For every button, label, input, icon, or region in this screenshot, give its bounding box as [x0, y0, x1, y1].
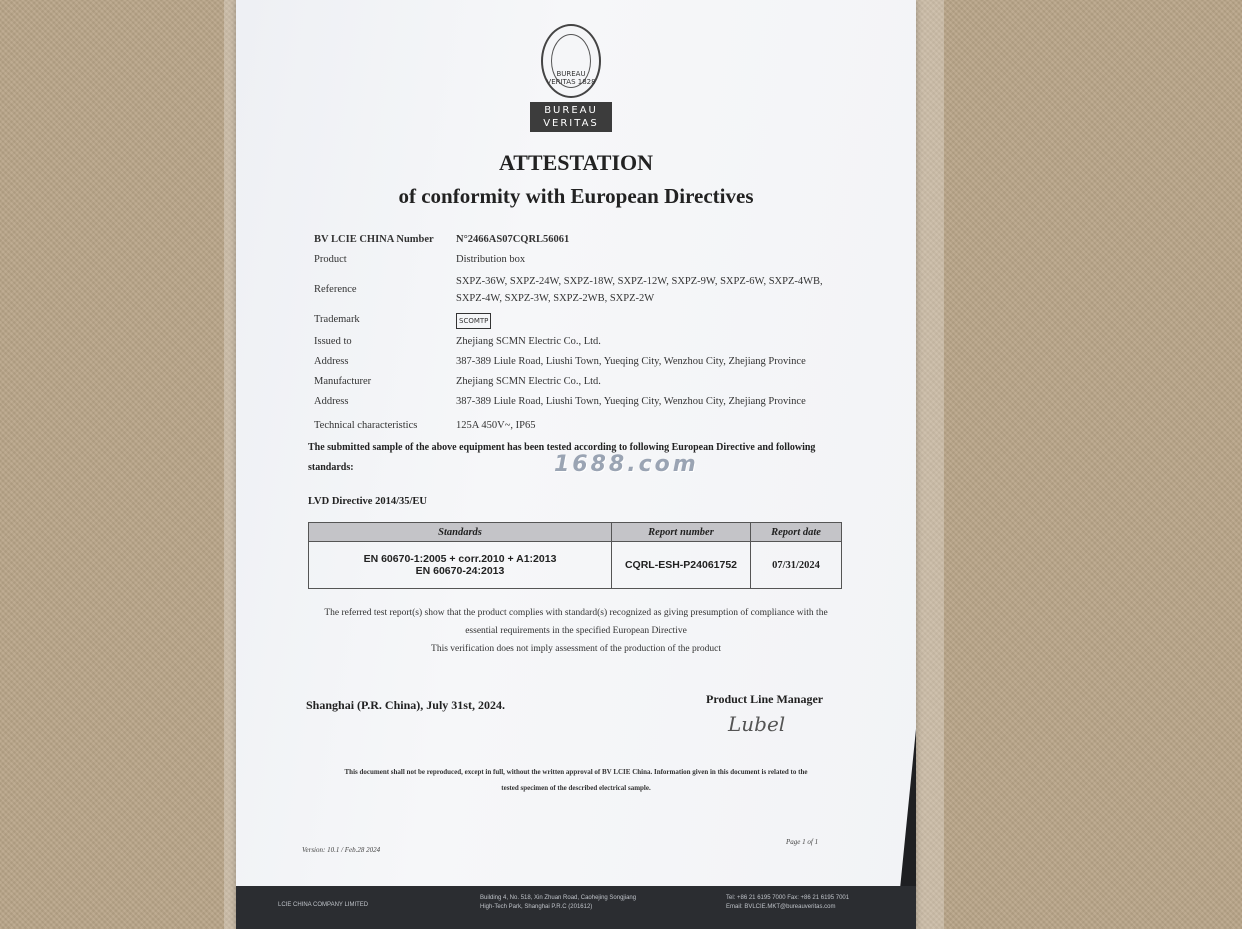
- standard-line-2: EN 60670-24:2013: [415, 565, 505, 577]
- manager-title: Product Line Manager: [706, 692, 824, 706]
- field-row: [314, 313, 854, 329]
- statement-paragraph: The submitted sample of the above equipment has been tested according to following European Directive and following standards:: [308, 442, 816, 473]
- cell-standards: [309, 542, 612, 589]
- table-row: [309, 542, 842, 589]
- note-line-1: The referred test report(s) show that the product complies with standard(s) recognized as giving presumption of compliance with the: [324, 608, 828, 618]
- logo-wordmark: [530, 102, 612, 132]
- field-row: [314, 253, 854, 267]
- trademark-logo: SCOMTP: [456, 313, 491, 329]
- footer-contact-line-2: Email: BVLCIE.MKT@bureauveritas.com: [726, 904, 836, 910]
- footer-contact: [726, 894, 849, 912]
- field-label: Product: [314, 254, 347, 265]
- footer-address: [480, 894, 636, 912]
- standards-table: [308, 522, 842, 589]
- disclaimer: [296, 764, 856, 796]
- footer-address-line-1: Building 4, No. 518, Xin Zhuan Road, Caohejing Songjiang: [480, 895, 637, 901]
- seal-text: BUREAU VERITAS 1828: [546, 70, 596, 86]
- field-label: Manufacturer: [314, 376, 372, 387]
- field-value: Distribution box: [456, 254, 526, 265]
- header-report-number: Report number: [612, 523, 751, 542]
- details-fields: [314, 233, 854, 439]
- field-label: Reference: [314, 284, 357, 295]
- disclaimer-line-2: tested specimen of the described electrical sample.: [501, 784, 651, 792]
- field-value: 387-389 Liule Road, Liushi Town, Yueqing City, Wenzhou City, Zhejiang Province: [456, 396, 806, 407]
- field-value: [456, 313, 854, 329]
- page-number: Page 1 of 1: [786, 838, 819, 846]
- footer-company: LCIE CHINA COMPANY LIMITED: [278, 902, 369, 908]
- field-label: BV LCIE CHINA Number: [314, 234, 434, 245]
- field-row: [314, 335, 854, 349]
- logo-line-2: VERITAS: [543, 118, 599, 129]
- cell-report-number: CQRL-ESH-P24061752: [612, 542, 751, 589]
- field-row: [314, 355, 854, 369]
- document-title: ATTESTATION: [498, 150, 654, 175]
- note-line-2: essential requirements in the specified European Directive: [465, 626, 687, 636]
- field-value: 387-389 Liule Road, Liushi Town, Yueqing City, Wenzhou City, Zhejiang Province: [456, 356, 806, 367]
- bureau-veritas-seal-icon: [541, 24, 601, 98]
- field-label: Address: [314, 396, 349, 407]
- cell-report-date: 07/31/2024: [751, 542, 842, 589]
- table-header-row: [309, 523, 842, 542]
- header-standards: Standards: [309, 523, 612, 542]
- field-label: Trademark: [314, 314, 360, 325]
- certificate-page: [236, 0, 916, 929]
- field-label: Technical characteristics: [314, 420, 418, 431]
- place-and-date: Shanghai (P.R. China), July 31st, 2024.: [306, 698, 505, 712]
- field-value: Zhejiang SCMN Electric Co., Ltd.: [456, 376, 601, 387]
- bureau-veritas-logo: [526, 24, 616, 132]
- field-row: [314, 273, 854, 307]
- field-label: Issued to: [314, 336, 352, 347]
- field-row: [314, 419, 854, 433]
- footer-address-line-2: High-Tech Park, Shanghai P.R.C (201612): [480, 904, 593, 910]
- field-row: [314, 375, 854, 389]
- version-label: Version: 10.1 / Feb.28 2024: [302, 846, 381, 854]
- field-label: Address: [314, 356, 349, 367]
- watermark-text: 1688.com: [554, 452, 699, 477]
- field-value: Zhejiang SCMN Electric Co., Ltd.: [456, 336, 601, 347]
- document-subtitle: of conformity with European Directives: [398, 184, 754, 208]
- compliance-note: [296, 604, 856, 658]
- signature: Lubel: [728, 712, 786, 736]
- note-line-3: This verification does not imply assessment of the production of the product: [431, 644, 721, 654]
- disclaimer-line-1: This document shall not be reproduced, except in full, without the written approval of BV LCIE China. Information given in this document is related to the: [344, 768, 808, 776]
- field-row: [314, 233, 854, 247]
- field-value: SXPZ-36W, SXPZ-24W, SXPZ-18W, SXPZ-12W, SXPZ-9W, SXPZ-6W, SXPZ-4WB, SXPZ-4W, SXPZ-3W, SXPZ-2WB, SXPZ-2W: [456, 276, 823, 304]
- field-row: [314, 395, 854, 409]
- footer-bar: [236, 886, 916, 929]
- standard-line-1: EN 60670-1:2005 + corr.2010 + A1:2013: [363, 553, 557, 565]
- field-value: N°2466AS07CQRL56061: [456, 234, 570, 245]
- directive-heading: LVD Directive 2014/35/EU: [308, 496, 427, 507]
- footer-contact-line-1: Tel: +86 21 6195 7000 Fax: +86 21 6195 7001: [726, 895, 850, 901]
- logo-line-1: BUREAU: [544, 105, 598, 116]
- header-report-date: Report date: [751, 523, 842, 542]
- field-value: 125A 450V~, IP65: [456, 420, 536, 431]
